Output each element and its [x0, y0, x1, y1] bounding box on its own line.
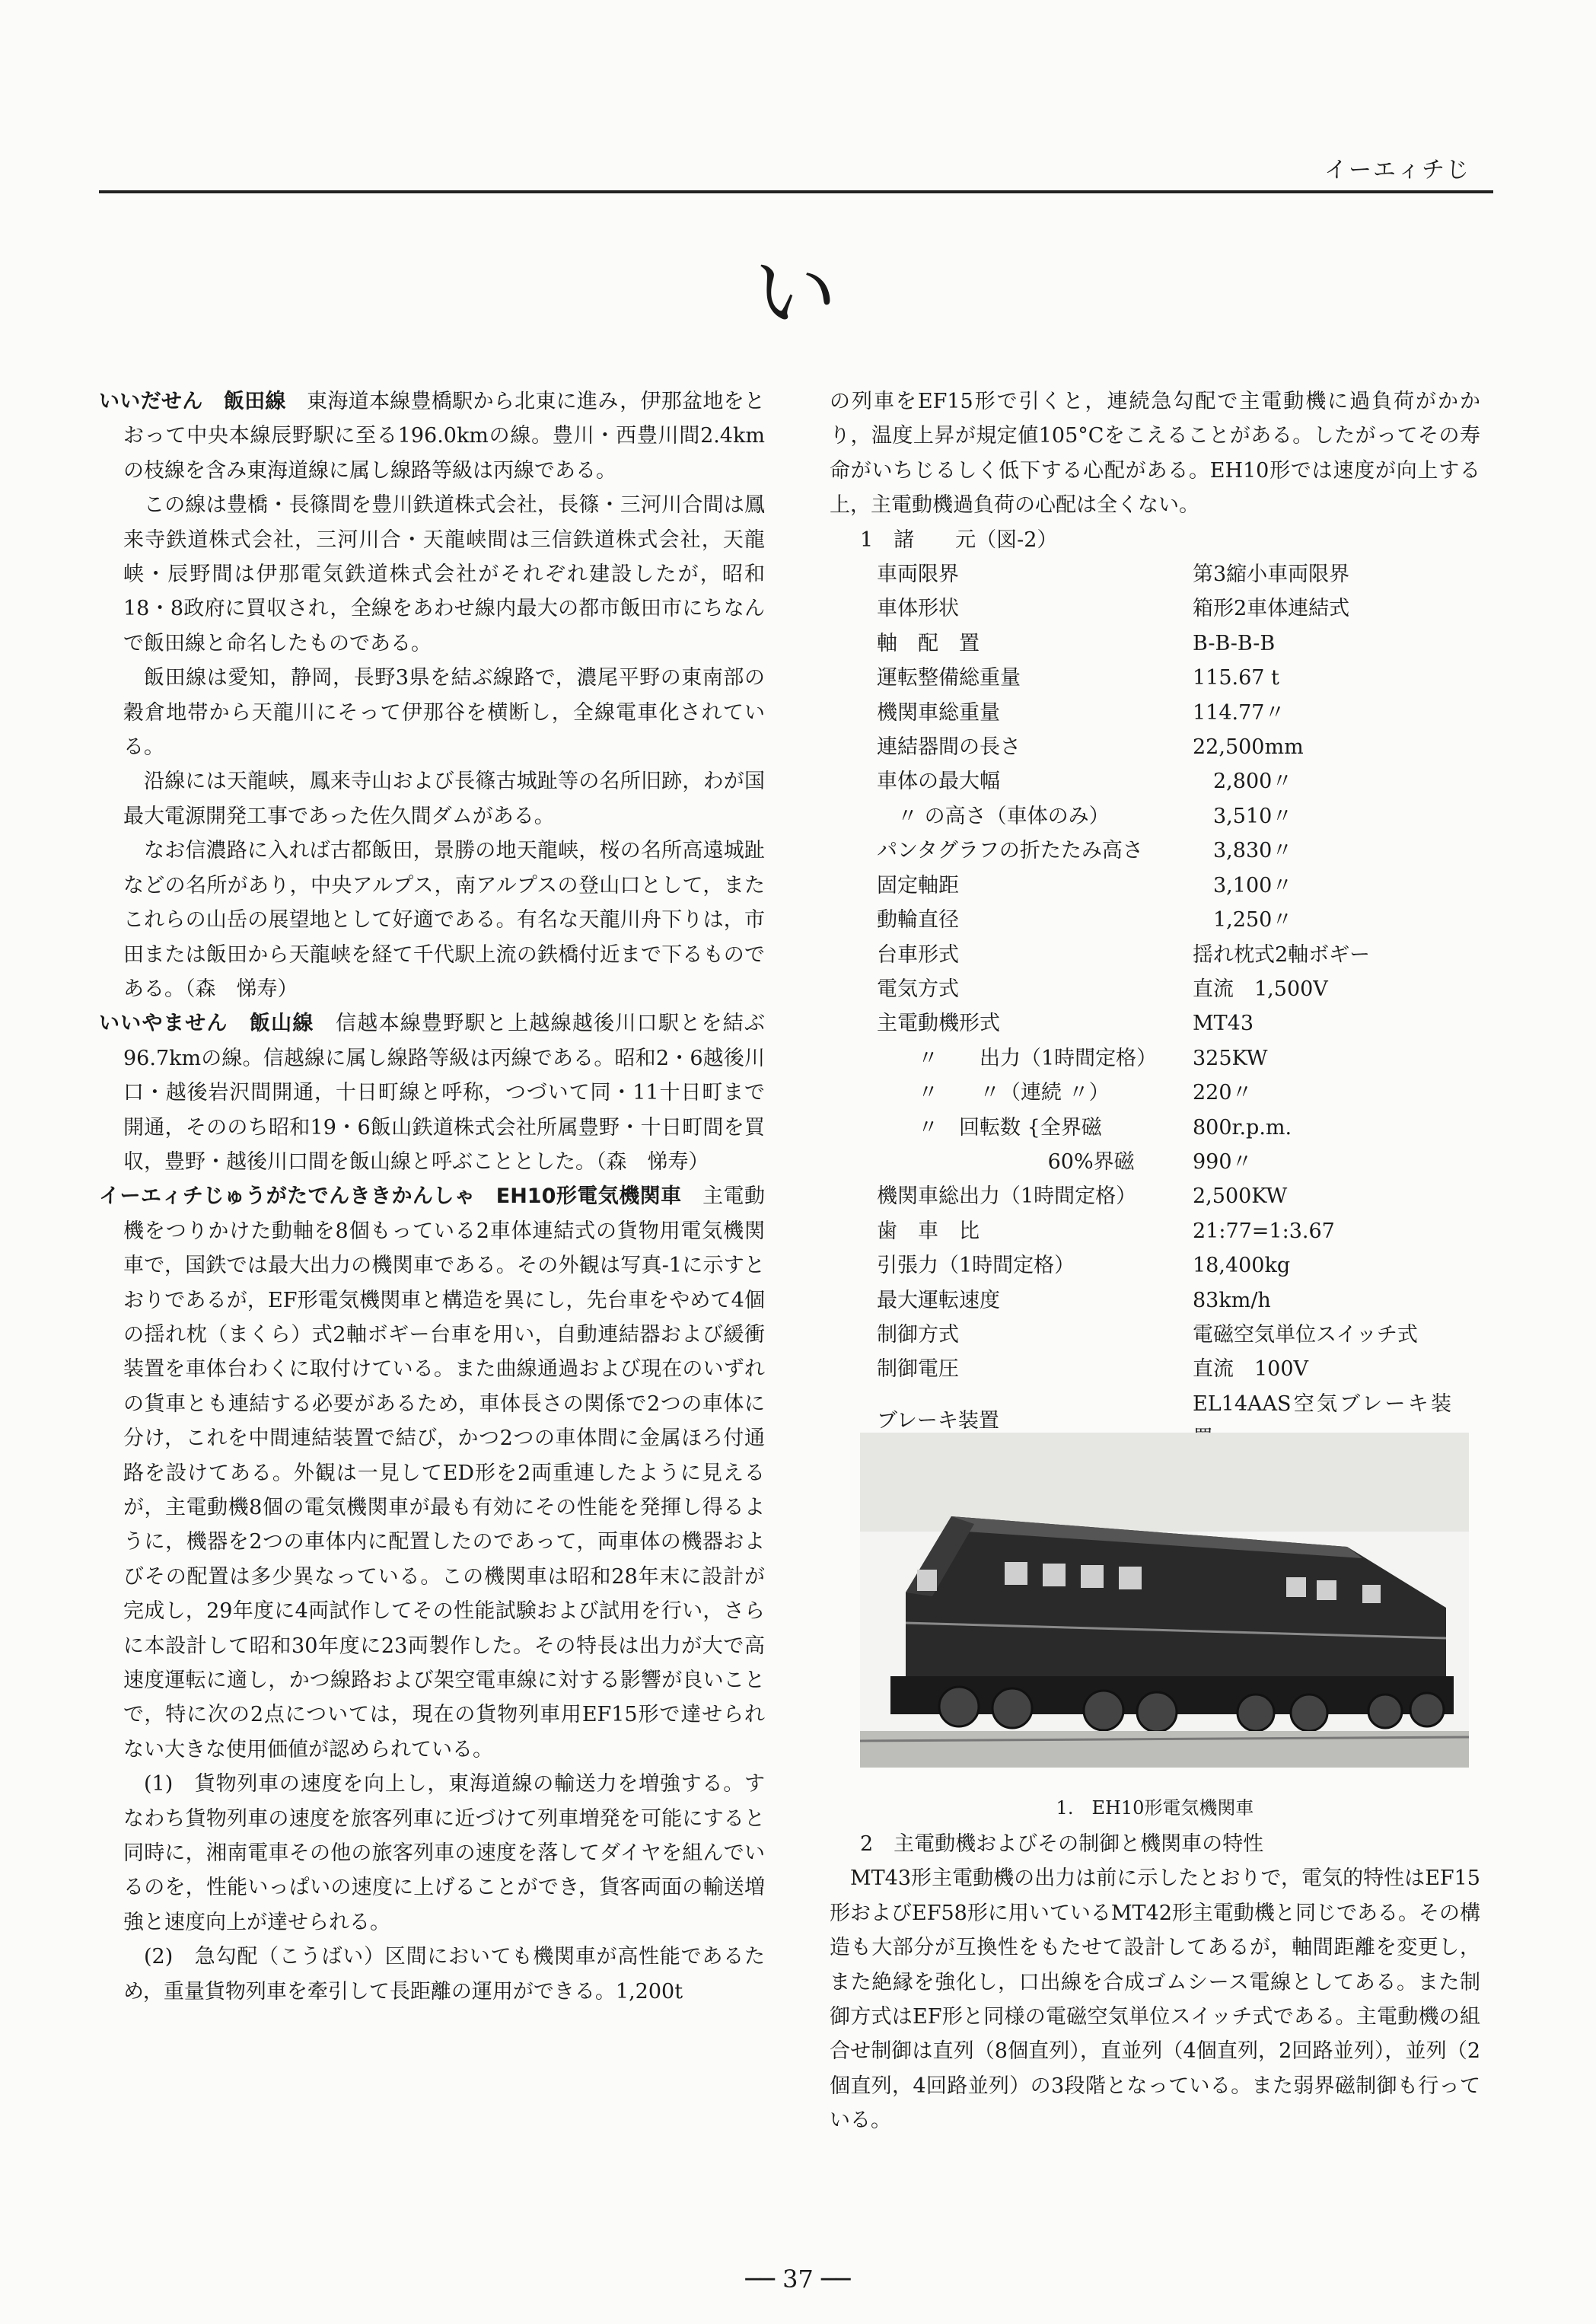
header-rule — [99, 190, 1493, 193]
spec-key: 制御方式 — [877, 1322, 959, 1347]
spec-row — [877, 938, 1451, 972]
spec-row — [877, 1111, 1451, 1145]
right-column-bottom — [830, 1827, 1480, 2138]
spec-key: パンタグラフの折たたみ高さ — [877, 839, 1143, 863]
spec-value: B-B-B-B — [1193, 631, 1276, 655]
spec-value: 1,250〃 — [1193, 908, 1293, 932]
paragraph: なお信濃路に入れば古都飯田，景勝の地天龍峡，桜の名所高遠城趾などの名所があり，中央アルプス，南アルプスの登山口として，またこれらの山岳の展望地として好適である。有名な天龍川舟下りは，市田または飯田から天龍峡を経て千代駅上流の鉄橋付近まで下るものである。（森 悌寿） — [123, 839, 765, 1001]
spec-value: 直流 100V — [1193, 1357, 1309, 1382]
spec-row — [877, 1179, 1451, 1213]
spec-value: 220〃 — [1193, 1081, 1253, 1105]
spec-value: 箱形2車体連結式 — [1193, 597, 1350, 621]
paragraph: (1) 貨物列車の速度を向上し，東海道線の輸送力を増強する。すなわち貨物列車の速度を旅客列車に近づけて列車増発を可能にすると同時に，湘南電車その他の旅客列車の速度を落してダイヤを組んでいるのを，性能いっぱいの速度に上げることができ，貨客両面の輸送増強と速度向上が達せられる。 — [123, 1772, 765, 1934]
spec-key: 〃 回転数 {全界磁 — [877, 1115, 1102, 1140]
spec-value: 電磁空気単位スイッチ式 — [1193, 1322, 1418, 1347]
spec-key: 固定軸距 — [877, 873, 959, 897]
entry-eh10-locomotive — [99, 1179, 765, 1767]
spec-key: 連結器間の長さ — [877, 735, 1021, 760]
spec-row — [877, 764, 1451, 799]
spec-title: 1 諸 元（図-2） — [860, 528, 1058, 552]
entry-headword: イーエィチじゅうがたでんききかんしゃ EH10形電気機関車 — [99, 1184, 682, 1209]
spec-row — [877, 1006, 1451, 1041]
spec-row — [877, 1214, 1451, 1248]
entry-iiyama-line — [99, 1006, 765, 1179]
spec-key: 軸 配 置 — [877, 631, 980, 655]
right-column — [830, 384, 1480, 1456]
entry-headword: いいやません 飯山線 — [99, 1012, 314, 1036]
page-number: ── 37 ── — [745, 2265, 851, 2294]
spec-row — [877, 696, 1451, 730]
paragraph: 沿線には天龍峡，鳳来寺山および長篠古城趾等の名所旧跡，わが国最大電源開発工事であった佐久間ダムがある。 — [123, 770, 765, 828]
running-head: イーエィチじ — [1324, 157, 1470, 183]
spec-row — [877, 626, 1451, 661]
entry-text: 信越本線豊野駅と上越線越後川口駅とを結ぶ96.7kmの線。信越線に属し線路等級は丙線である。昭和2・6越後川口・越後岩沢間開通，十日町線と呼称，つづいて同・11十日町まで開通，そののち昭和19・6飯山鉄道株式会社所属豊野・十日町間を買収，豊野・越後川口間を飯山線と呼ぶこととした。（森 悌寿） — [123, 1012, 766, 1174]
spec-key: 機関車総重量 — [877, 700, 1000, 725]
spec-row — [877, 1041, 1451, 1076]
spec-row — [877, 557, 1451, 591]
spec-row — [877, 869, 1451, 903]
spec-value: 83km/h — [1193, 1288, 1271, 1312]
spec-value: 3,100〃 — [1193, 873, 1293, 897]
spec-value: 800r.p.m. — [1193, 1115, 1292, 1140]
spec-row — [877, 1283, 1451, 1318]
spec-value: 325KW — [1193, 1046, 1268, 1070]
spec-key: 歯 車 比 — [877, 1219, 980, 1243]
spec-value: 直流 1,500V — [1193, 977, 1328, 1001]
spec-key: 〃 〃（連続 〃） — [877, 1081, 1110, 1105]
spec-value: 990〃 — [1193, 1149, 1253, 1174]
spec-row — [877, 1076, 1451, 1110]
spec-row — [877, 799, 1451, 834]
spec-value: 21:77=1:3.67 — [1193, 1219, 1335, 1243]
locomotive-illustration — [860, 1433, 1469, 1768]
entry-text: 東海道本線豊橋駅から北東に進み，伊那盆地をとおって中央本線辰野駅に至る196.0kmの線。豊川・西豊川間2.4kmの枝線を含み東海道線に属し線路等級は丙線である。 — [123, 390, 766, 483]
spec-row — [877, 591, 1451, 626]
spec-key: 車体の最大幅 — [877, 770, 1000, 794]
spec-row — [877, 903, 1451, 937]
spec-key: 機関車総出力（1時間定格） — [877, 1184, 1137, 1209]
spec-key: 電気方式 — [877, 977, 959, 1001]
paragraph: の列車をEF15形で引くと，連続急勾配で主電動機に過負荷がかかり，温度上昇が規定値105°Cをこえることがある。したがってその寿命がいちじるしく低下する心配がある。EH10形では速度が向上する上，主電動機過負荷の心配は全くない。 — [830, 390, 1480, 518]
spec-row — [877, 1248, 1451, 1283]
spec-value: 114.77〃 — [1193, 700, 1285, 725]
spec-value: EL14AAS空気ブレーキ装 — [1193, 1392, 1451, 1416]
spec-key: 台車形式 — [877, 942, 959, 967]
spec-value: 18,400kg — [1193, 1254, 1291, 1278]
paragraph: (2) 急勾配（こうばい）区間においても機関車が高性能であるため，重量貨物列車を牽引して長距離の運用ができる。1,200t — [123, 1945, 765, 2004]
paragraph: 飯田線は愛知，静岡，長野3県を結ぶ線路で，濃尾平野の東南部の穀倉地帯から天龍川にそって伊那谷を横断し，全線電車化されている。 — [123, 666, 765, 760]
spec-key: 引張力（1時間定格） — [877, 1254, 1075, 1278]
spec-value: 2,500KW — [1193, 1184, 1288, 1209]
spec-row — [877, 834, 1451, 868]
spec-key: 〃 出力（1時間定格） — [877, 1046, 1158, 1070]
spec-value: 3,510〃 — [1193, 804, 1293, 828]
paragraph: この線は豊橋・長篠間を豊川鉄道株式会社，長篠・三河川合間は鳳来寺鉄道株式会社，三河川合・天龍峡間は三信鉄道株式会社，天龍峡・辰野間は伊那電気鉄道株式会社がそれぞれ建設したが，昭和18・8政府に買収され，全線をあわせ線内最大の都市飯田市にちなんで飯田線と命名したものである。 — [123, 493, 765, 655]
spec-value: 第3縮小車両限界 — [1193, 563, 1350, 587]
spec-row — [877, 1145, 1451, 1179]
entry-iida-line — [99, 384, 765, 488]
spec-key: 動輪直径 — [877, 908, 959, 932]
spec-table — [877, 557, 1451, 1456]
section-heading: い — [753, 244, 837, 342]
spec-value: 22,500mm — [1193, 735, 1304, 760]
locomotive-photo — [860, 1433, 1469, 1768]
spec-key: 最大運転速度 — [877, 1288, 1000, 1312]
spec-row — [877, 730, 1451, 764]
spec-key: 主電動機形式 — [877, 1012, 1000, 1036]
spec-value: MT43 — [1193, 1012, 1254, 1036]
spec-value: 3,830〃 — [1193, 839, 1293, 863]
spec-row — [877, 1318, 1451, 1352]
spec-value: 2,800〃 — [1193, 770, 1293, 794]
spec-value: 揺れ枕式2軸ボギー — [1193, 942, 1371, 967]
spec-key: ブレーキ装置 — [877, 1409, 999, 1433]
spec-key: 制御電圧 — [877, 1357, 959, 1382]
spec-value: 115.67 t — [1193, 666, 1279, 690]
spec-key: 車両限界 — [877, 563, 959, 587]
paragraph: MT43形主電動機の出力は前に示したとおりで，電気的特性はEF15形およびEF58形に用いているMT42形主電動機と同じである。その構造も大部分が互換性をもたせて設計してあるが，軸間距離を変更し，また絶縁を強化し，口出線を合成ゴムシース電線としてある。また制御方式はEF形と同様の電磁空気単位スイッチ式である。主電動機の組合せ制御は直列（8個直列），直並列（4個直列，2回路並列），並列（2個直列，4回路並列）の3段階となっている。また弱界磁制御も行っている。 — [830, 1867, 1480, 2133]
spec-row — [877, 972, 1451, 1006]
spec-key: 車体形状 — [877, 597, 959, 621]
entry-text: 主電動機をつりかけた動軸を8個もっている2車体連結式の貨物用電気機関車で，国鉄では最大出力の機関車である。その外観は写真-1に示すとおりであるが，EF形電気機関車と構造を異にし，先台車をやめて4個の揺れ枕（まくら）式2軸ボギー台車を用い，自動連結器および緩衝装置を車体台わくに取付けている。また曲線通過および現在のいずれの貨車とも連結する必要があるため，車体長さの関係で2つの車体に分け，これを中間連結装置で結び，かつ2つの車体間に金属ほろ付通路を設けてある。外観は一見してED形を2両重連したように見えるが，主電動機8個の電気機関車が最も有効にその性能を発揮し得るように，機器を2つの車体内に配置したのであって，両車体の機器およびその配置は多少異なっている。この機関車は昭和28年末に設計が完成し，29年度に4両試作してその性能試験および試用を行い，さらに本設計して昭和30年度に23両製作した。その特長は出力が大で高速度運転に適し，かつ線路および架空電車線に対する影響が良いことで，特に次の2点については，現在の貨物列車用EF15形で達せられない大きな使用価値が認められている。 — [123, 1184, 765, 1761]
spec-row — [877, 1352, 1451, 1386]
spec-key: 〃 の高さ（車体のみ） — [877, 804, 1110, 828]
left-column — [99, 384, 765, 2009]
entry-headword: いいだせん 飯田線 — [99, 390, 286, 413]
photo-caption: 1. EH10形電気機関車 — [1056, 1797, 1254, 1819]
subsection-heading: 2 主電動機およびその制御と機関車の特性 — [860, 1832, 1264, 1856]
spec-key: 運転整備総重量 — [877, 666, 1021, 690]
spec-key: 60%界磁 — [877, 1149, 1135, 1174]
spec-row — [877, 661, 1451, 695]
